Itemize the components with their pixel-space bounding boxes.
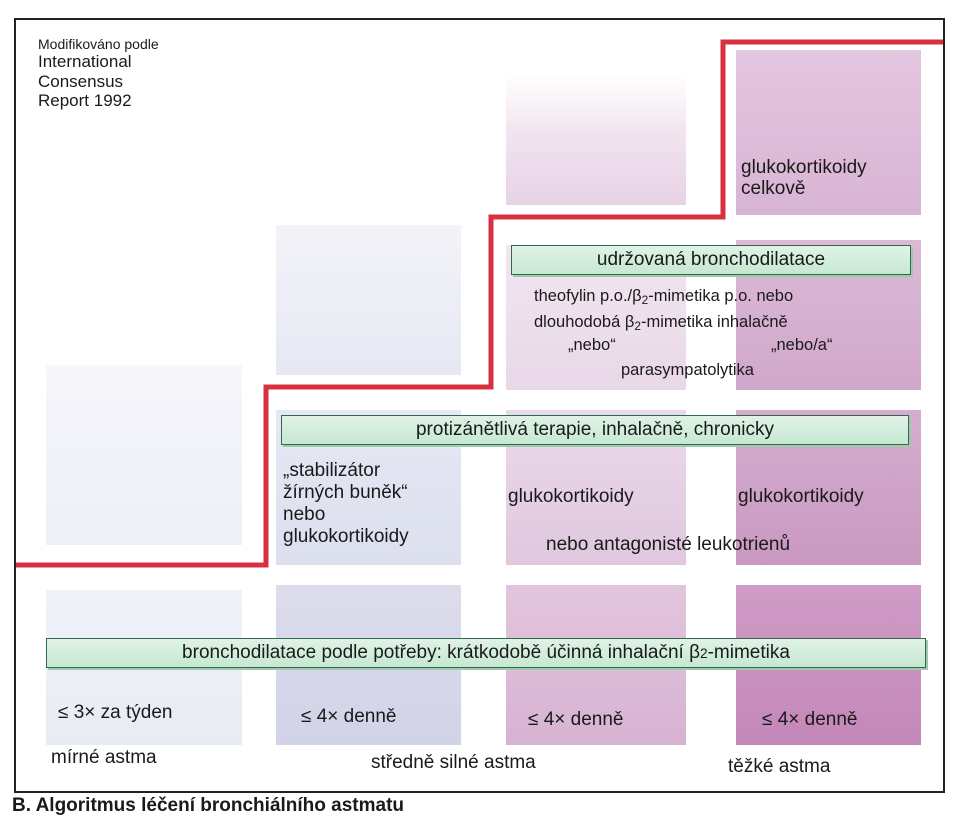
- mast-cell-line-1: „stabilizátor: [283, 460, 381, 481]
- antiinflammatory-therapy-text: protizánětlivá terapie, inhalačně, chronicky: [415, 419, 775, 440]
- diagram-frame: [14, 18, 945, 793]
- theophylline-line: [534, 287, 793, 307]
- systemic-glucocorticoids-line-2: celkově: [741, 177, 806, 199]
- mast-cell-stabilizer-label: [283, 460, 409, 547]
- staircase-line: [16, 20, 945, 793]
- leukotriene-antagonists-label: nebo antagonisté leukotrienů: [546, 534, 791, 555]
- source-note-line-1: Modifikováno podle: [38, 36, 159, 52]
- frequency-severe: ≤ 4× denně: [762, 709, 858, 730]
- long-acting-subscript: 2: [634, 318, 641, 333]
- severity-moderate: středně silné astma: [371, 752, 536, 773]
- mast-cell-line-4: glukokortikoidy: [283, 525, 409, 547]
- source-note-line-2: International: [38, 52, 132, 72]
- maintained-bronchodilation-band: [511, 245, 911, 275]
- source-note-line-4: Report 1992: [38, 91, 132, 111]
- maintained-bronchodilation-text: udržovaná bronchodilatace: [596, 249, 826, 270]
- mast-cell-line-3: nebo: [283, 503, 326, 525]
- frequency-mild: ≤ 3× za týden: [58, 702, 173, 723]
- as-needed-text-b: -mimetika: [707, 642, 790, 663]
- nebo-label: „nebo“: [568, 336, 616, 354]
- theophylline-text-a: theofylin p.o./β: [534, 287, 642, 305]
- antiinflammatory-therapy-band: [281, 415, 909, 445]
- systemic-glucocorticoids-label: [741, 158, 867, 200]
- glucocorticoids-moderate-label: glukokortikoidy: [508, 486, 634, 507]
- source-note: [38, 36, 159, 111]
- parasympatolytika-label: parasympatolytika: [621, 361, 754, 379]
- systemic-glucocorticoids-line-1: glukokortikoidy: [741, 157, 867, 178]
- glucocorticoids-severe-label: glukokortikoidy: [738, 486, 864, 507]
- long-acting-line: [534, 313, 788, 333]
- figure-caption: B. Algoritmus léčení bronchiálního astmatu: [12, 795, 405, 816]
- mast-cell-line-2: žírných buněk“: [283, 481, 408, 503]
- severity-severe: těžké astma: [728, 756, 831, 777]
- theophylline-text-b: -mimetika p.o. nebo: [648, 287, 794, 305]
- as-needed-bronchodilation-band: [46, 638, 926, 668]
- source-note-line-3: Consensus: [38, 71, 124, 91]
- frequency-moderate: ≤ 4× denně: [301, 706, 397, 727]
- theophylline-subscript: 2: [641, 292, 649, 307]
- long-acting-text-a: dlouhodobá β: [534, 313, 635, 331]
- long-acting-text-b: -mimetika inhalačně: [640, 313, 788, 331]
- severity-mild: mírné astma: [51, 747, 157, 768]
- as-needed-text-a: bronchodilatace podle potřeby: krátkodobě účinná inhalační β: [182, 642, 700, 663]
- frequency-moderate-severe: ≤ 4× denně: [528, 709, 624, 730]
- nebo-a-label: „nebo/a“: [771, 336, 833, 354]
- as-needed-subscript: 2: [700, 645, 708, 661]
